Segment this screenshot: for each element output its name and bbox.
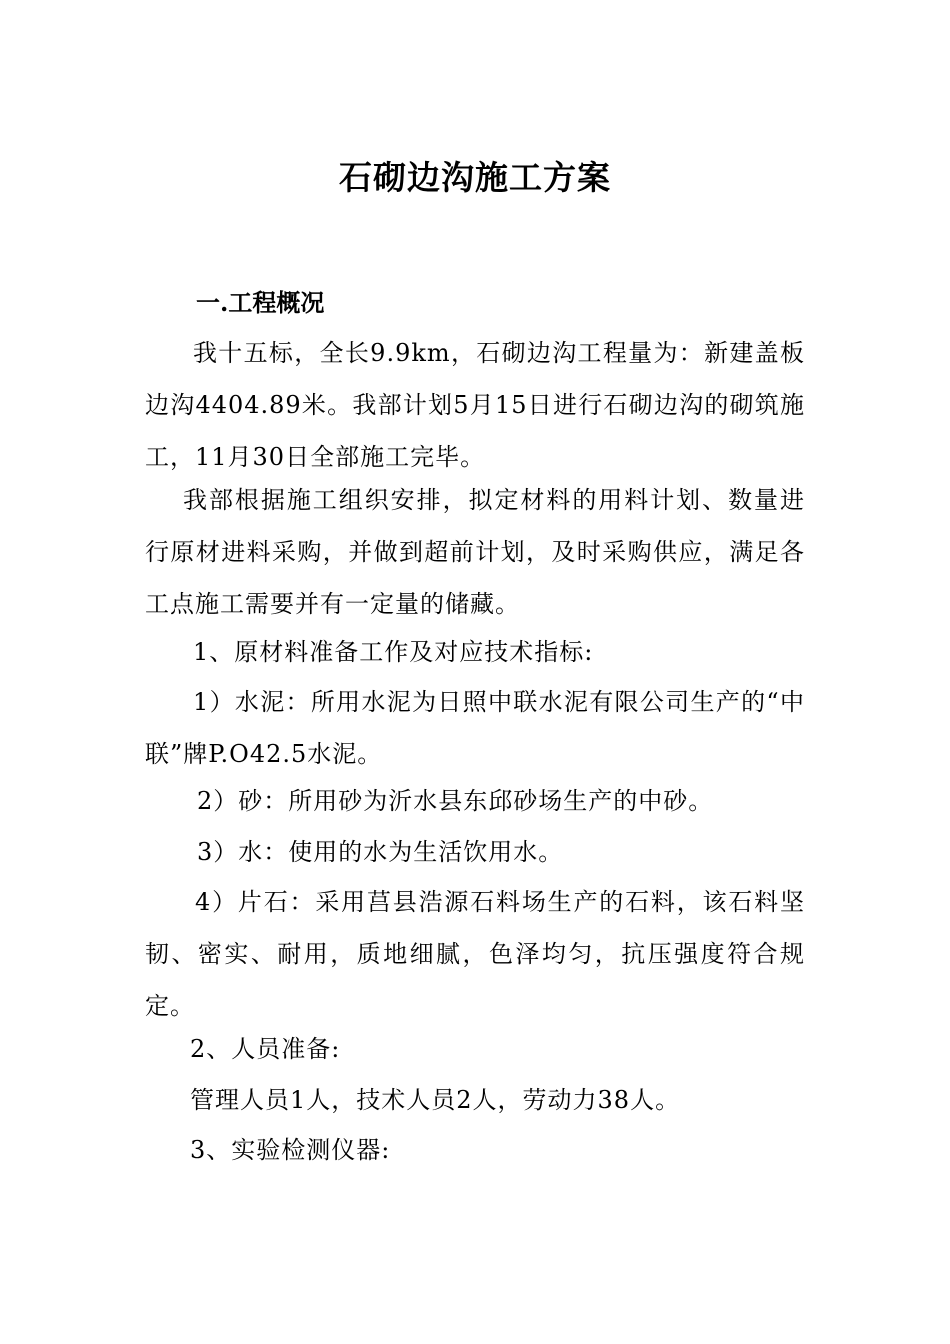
item-2-heading: 2、人员准备: — [190, 1035, 341, 1063]
section-heading-overview: 一.工程概况 — [196, 288, 325, 317]
item-1-water: 3）水：使用的水为生活饮用水。 — [197, 838, 564, 866]
item-1-sand: 2）砂：所用砂为沂水县东邱砂场生产的中砂。 — [197, 787, 714, 815]
document-title: 石砌边沟施工方案 — [339, 158, 611, 197]
paragraph-materials-plan: 我部根据施工组织安排，拟定材料的用料计划、数量进行原材进料采购，并做到超前计划，及时采购供应，满足各工点施工需要并有一定量的储藏。 — [145, 486, 805, 618]
item-1-heading: 1、原材料准备工作及对应技术指标: — [193, 638, 594, 666]
item-1-stone: 4）片石：采用莒县浩源石料场生产的石料，该石料坚韧、密实、耐用，质地细腻，色泽均匀，抗压强度符合规定。 — [145, 888, 805, 1020]
item-1-cement: 1）水泥：所用水泥为日照中联水泥有限公司生产的“中联”牌P.O42.5水泥。 — [145, 688, 805, 768]
paragraph-overview: 我十五标，全长9.9km，石砌边沟工程量为：新建盖板边沟4404.89米。我部计划5月15日进行石砌边沟的砌筑施工，11月30日全部施工完毕。 — [145, 339, 805, 471]
item-3-heading: 3、实验检测仪器: — [190, 1136, 391, 1164]
item-2-staff: 管理人员1人，技术人员2人，劳动力38人。 — [190, 1086, 681, 1114]
